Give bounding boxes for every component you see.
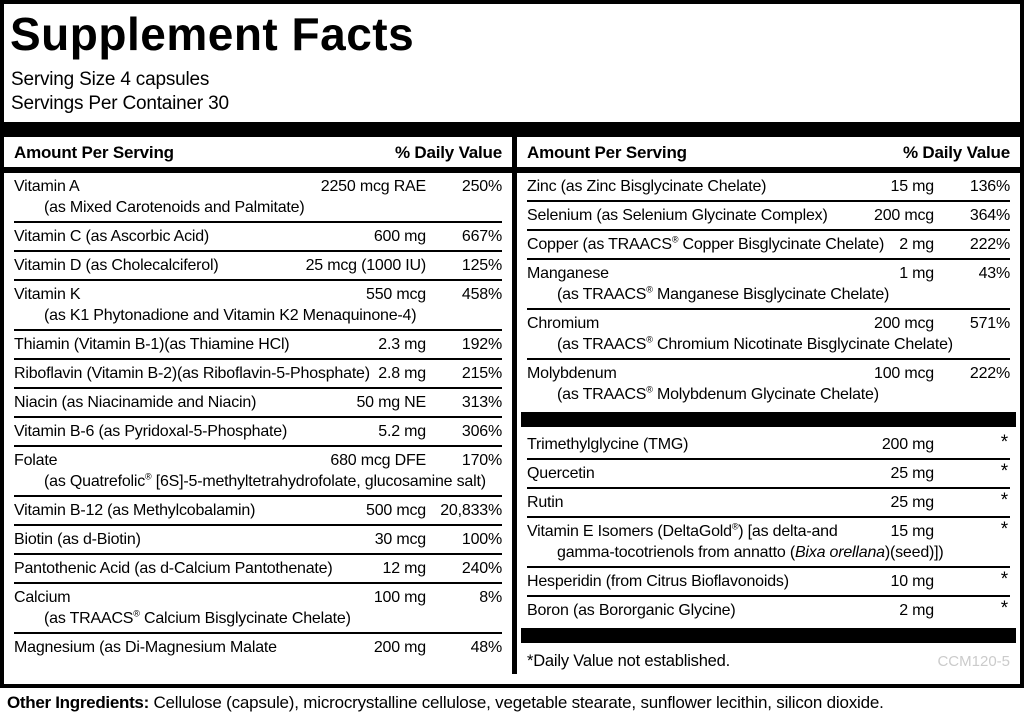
ingredient-source: (as TRAACS® Calcium Bisglycinate Chelate) <box>44 608 351 627</box>
servings-per-container: Servings Per Container 30 <box>11 93 229 114</box>
ingredient-name: Thiamin (Vitamin B-1)(as Thiamine HCl) <box>14 336 290 353</box>
ingredient-amount: 15 mg <box>890 523 934 540</box>
serving-info <box>11 68 1020 116</box>
ingredient-source: (as K1 Phytonadione and Vitamin K2 Menaquinone-4) <box>44 307 417 324</box>
ingredient-amount: 200 mg <box>373 639 426 656</box>
ingredient-amount: 50 mg NE <box>356 394 426 411</box>
daily-value-header: % Daily Value <box>902 143 1010 162</box>
ingredient-source: (as Mixed Carotenoids and Palmitate) <box>44 199 305 216</box>
ingredient-amount: 550 mcg <box>366 286 426 303</box>
ingredient-daily-value: * <box>1000 598 1008 619</box>
table-row <box>527 487 1010 516</box>
ingredient-amount: 10 mg <box>890 573 934 590</box>
ingredient-amount: 100 mcg <box>874 365 934 382</box>
ingredient-daily-value: 170% <box>461 452 502 469</box>
amount-per-serving-header: Amount Per Serving <box>527 143 687 162</box>
ingredient-daily-value: 20,833% <box>440 502 502 519</box>
ingredient-name: Selenium (as Selenium Glycinate Complex) <box>527 207 828 224</box>
table-row <box>14 358 502 387</box>
ingredient-name: Trimethylglycine (TMG) <box>527 436 689 453</box>
ingredient-name: Vitamin E Isomers (DeltaGold®) [as delta-and <box>527 521 838 540</box>
ingredient-amount: 25 mcg (1000 IU) <box>305 257 426 274</box>
ingredient-name: Molybdenum <box>527 365 617 382</box>
ingredient-daily-value: * <box>1000 519 1008 540</box>
ingredient-daily-value: * <box>1000 461 1008 482</box>
ingredient-rows-left <box>14 173 502 661</box>
ingredient-name: Boron (as Bororganic Glycine) <box>527 602 736 619</box>
table-row <box>14 250 502 279</box>
ingredient-name: Vitamin D (as Cholecalciferol) <box>14 257 219 274</box>
ingredient-amount: 500 mcg <box>366 502 426 519</box>
footnote-row <box>527 647 1010 674</box>
ingredient-daily-value: 125% <box>461 257 502 274</box>
amount-per-serving-header: Amount Per Serving <box>14 143 174 162</box>
table-row <box>14 329 502 358</box>
ingredient-name: Vitamin K <box>14 286 81 303</box>
ingredient-daily-value: 240% <box>461 560 502 577</box>
ingredient-amount: 680 mcg DFE <box>330 452 426 469</box>
serving-size: Serving Size 4 capsules <box>11 69 210 90</box>
table-row <box>14 524 502 553</box>
daily-value-header: % Daily Value <box>394 143 502 162</box>
table-row <box>527 200 1010 229</box>
ingredient-daily-value: * <box>1000 569 1008 590</box>
table-row <box>527 308 1010 358</box>
section-divider-bar <box>521 628 1016 643</box>
ingredient-name: Hesperidin (from Citrus Bioflavonoids) <box>527 573 789 590</box>
table-row <box>14 553 502 582</box>
section-divider-bar <box>521 412 1016 427</box>
ingredient-source: (as TRAACS® Molybdenum Glycinate Chelate) <box>557 384 879 403</box>
table-row <box>14 582 502 632</box>
ingredient-name: Biotin (as d-Biotin) <box>14 531 141 548</box>
ingredient-name: Rutin <box>527 494 564 511</box>
table-row <box>14 173 502 221</box>
facts-column-left <box>4 137 512 674</box>
product-code: CCM120-5 <box>937 653 1010 670</box>
ingredient-amount: 200 mcg <box>874 315 934 332</box>
ingredient-daily-value: * <box>1000 432 1008 453</box>
ingredient-daily-value: 136% <box>969 178 1010 195</box>
section-divider-bar <box>4 122 1020 137</box>
ingredient-daily-value: 222% <box>969 365 1010 382</box>
ingredient-name: Chromium <box>527 315 600 332</box>
ingredient-amount: 2 mg <box>899 236 934 253</box>
ingredient-daily-value: 571% <box>969 315 1010 332</box>
table-row <box>14 445 502 495</box>
ingredient-amount: 200 mcg <box>874 207 934 224</box>
page-title: Supplement Facts <box>10 8 415 60</box>
ingredient-amount: 5.2 mg <box>378 423 426 440</box>
ingredient-name: Vitamin B-6 (as Pyridoxal-5-Phosphate) <box>14 423 288 440</box>
table-row <box>527 595 1010 624</box>
table-row <box>527 173 1010 200</box>
ingredient-daily-value: 215% <box>461 365 502 382</box>
ingredient-source: (as TRAACS® Chromium Nicotinate Bisglycinate Chelate) <box>557 334 953 353</box>
ingredient-amount: 2.3 mg <box>378 336 426 353</box>
ingredient-name: Folate <box>14 452 58 469</box>
ingredient-daily-value: 250% <box>461 178 502 195</box>
ingredient-amount: 100 mg <box>373 589 426 606</box>
ingredient-daily-value: 48% <box>470 639 502 656</box>
other-ingredients-label: Other Ingredients: <box>7 693 149 712</box>
ingredient-daily-value: 8% <box>479 589 502 606</box>
ingredient-amount: 600 mg <box>373 228 426 245</box>
table-row <box>14 387 502 416</box>
ingredient-daily-value: 306% <box>461 423 502 440</box>
facts-column-right <box>512 137 1020 674</box>
ingredient-daily-value: 313% <box>461 394 502 411</box>
ingredient-name: Riboflavin (Vitamin B-2)(as Riboflavin-5-Phosphate) <box>14 365 370 382</box>
ingredient-amount: 25 mg <box>890 465 934 482</box>
table-row <box>527 229 1010 258</box>
ingredient-name: Manganese <box>527 265 609 282</box>
table-row <box>14 416 502 445</box>
ingredient-amount: 30 mcg <box>374 531 426 548</box>
daily-value-footnote: *Daily Value not established. <box>527 652 731 670</box>
ingredient-daily-value: 458% <box>461 286 502 303</box>
ingredient-name: Copper (as TRAACS® Copper Bisglycinate Chelate) <box>527 234 885 253</box>
column-header <box>527 137 1010 167</box>
ingredient-name: Vitamin C (as Ascorbic Acid) <box>14 228 210 245</box>
ingredient-source: (as Quatrefolic® [6S]-5-methyltetrahydrofolate, glucosamine salt) <box>44 471 486 490</box>
ingredient-source: (as TRAACS® Manganese Bisglycinate Chelate) <box>557 284 890 303</box>
ingredient-name: Niacin (as Niacinamide and Niacin) <box>14 394 257 411</box>
ingredient-name: Magnesium (as Di-Magnesium Malate <box>14 639 277 656</box>
ingredient-amount: 12 mg <box>382 560 426 577</box>
table-row <box>527 516 1010 566</box>
other-ingredients <box>0 688 1024 713</box>
ingredient-daily-value: 100% <box>461 531 502 548</box>
ingredient-daily-value: 667% <box>461 228 502 245</box>
other-ingredients-text: Cellulose (capsule), microcrystalline cellulose, vegetable stearate, sunflower lecithin, silicon dioxide. <box>148 693 884 712</box>
column-header <box>14 137 502 167</box>
table-row <box>527 258 1010 308</box>
table-row <box>527 431 1010 458</box>
ingredient-name: Pantothenic Acid (as d-Calcium Pantothenate) <box>14 560 333 577</box>
table-row <box>14 632 502 661</box>
ingredient-amount: 2250 mcg RAE <box>320 178 426 195</box>
table-row <box>527 358 1010 408</box>
ingredient-name: Zinc (as Zinc Bisglycinate Chelate) <box>527 178 767 195</box>
table-row <box>14 221 502 250</box>
table-row <box>14 495 502 524</box>
ingredient-amount: 25 mg <box>890 494 934 511</box>
ingredient-amount: 2 mg <box>899 602 934 619</box>
ingredient-daily-value: * <box>1000 490 1008 511</box>
ingredient-name: Vitamin A <box>14 178 80 195</box>
ingredient-amount: 1 mg <box>899 265 934 282</box>
ingredient-daily-value: 192% <box>461 336 502 353</box>
table-row <box>527 566 1010 595</box>
ingredient-name: Vitamin B-12 (as Methylcobalamin) <box>14 502 256 519</box>
ingredient-amount: 200 mg <box>881 436 934 453</box>
ingredient-daily-value: 364% <box>969 207 1010 224</box>
ingredient-name: Quercetin <box>527 465 595 482</box>
ingredient-daily-value: 222% <box>969 236 1010 253</box>
ingredient-name: Calcium <box>14 589 71 606</box>
ingredient-rows-right <box>527 173 1010 643</box>
ingredient-amount: 2.8 mg <box>378 365 426 382</box>
ingredient-daily-value: 43% <box>978 265 1010 282</box>
facts-columns <box>4 137 1020 674</box>
table-row <box>527 458 1010 487</box>
ingredient-amount: 15 mg <box>890 178 934 195</box>
ingredient-source: gamma-tocotrienols from annatto (Bixa orellana)(seed)]) <box>557 544 944 561</box>
table-row <box>14 279 502 329</box>
